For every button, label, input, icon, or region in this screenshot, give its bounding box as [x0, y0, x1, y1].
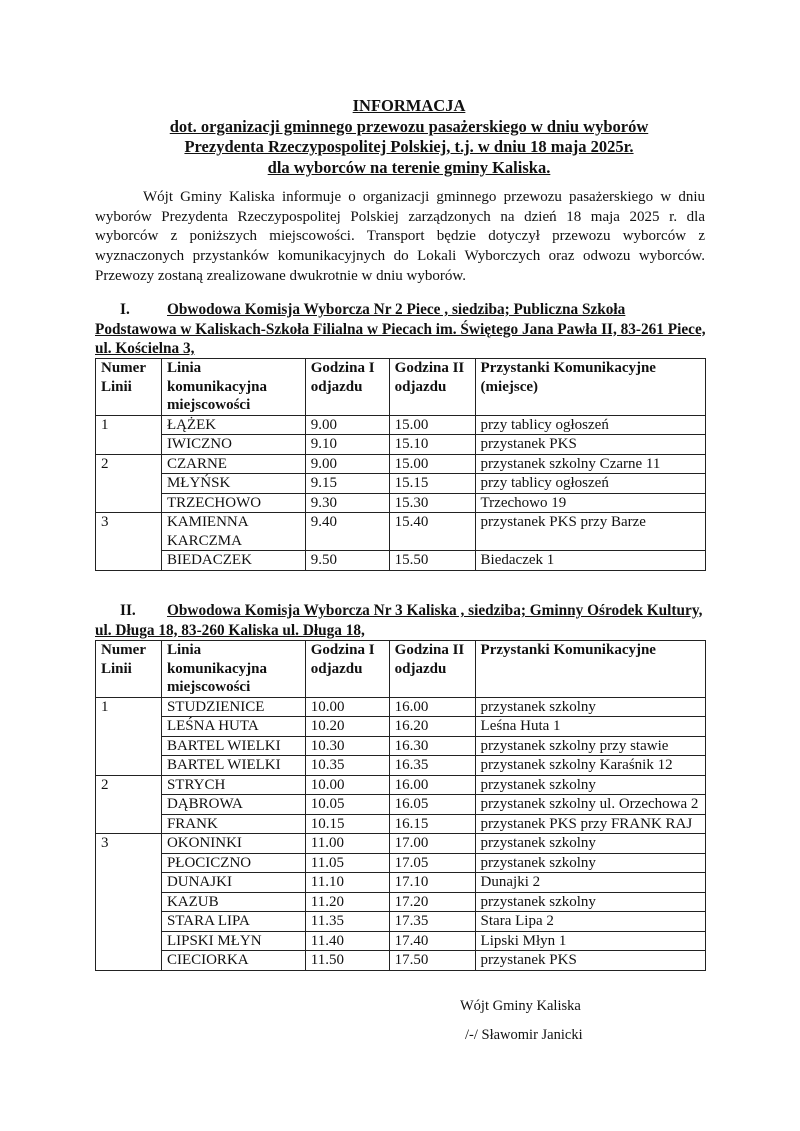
signature-role: Wójt Gminy Kaliska	[460, 998, 581, 1014]
departure-1-cell: 10.00	[305, 697, 389, 717]
departure-2-cell: 17.00	[389, 834, 475, 854]
departure-2-cell: 16.00	[389, 697, 475, 717]
table-header-row	[96, 359, 706, 416]
section-heading-2	[95, 601, 710, 640]
departure-1-cell: 11.10	[305, 873, 389, 893]
departure-1-cell: 10.05	[305, 795, 389, 815]
departure-2-cell: 17.35	[389, 912, 475, 932]
stop-cell: przystanek PKS	[475, 951, 705, 971]
document-header	[0, 96, 800, 178]
table-row	[96, 756, 706, 776]
line-number-cell: 2	[96, 454, 162, 513]
departure-1-cell: 11.05	[305, 853, 389, 873]
departure-2-cell: 15.10	[389, 435, 475, 455]
departure-2-cell: 16.30	[389, 736, 475, 756]
section-heading-text: Obwodowa Komisja Wyborcza Nr 2 Piece , siedziba; Publiczna Szkoła Podstawowa w Kaliskach-Szkoła Filialna w Piecach im. Świętego Jana Pawła II, 83-261 Piece, ul. Kościelna 3,	[95, 301, 706, 357]
departure-1-cell: 10.35	[305, 756, 389, 776]
place-cell: BARTEL WIELKI	[161, 756, 305, 776]
departure-2-cell: 16.20	[389, 717, 475, 737]
stop-cell: Leśna Huta 1	[475, 717, 705, 737]
table-row	[96, 931, 706, 951]
departure-1-cell: 10.00	[305, 775, 389, 795]
column-header-line-number: Numer Linii	[96, 359, 162, 416]
stop-cell: przystanek szkolny ul. Orzechowa 2	[475, 795, 705, 815]
departure-2-cell: 15.00	[389, 454, 475, 474]
section-heading-1	[95, 300, 710, 359]
stop-cell: przy tablicy ogłoszeń	[475, 415, 705, 435]
place-cell: MŁYŃSK	[161, 474, 305, 494]
stop-cell: przystanek szkolny Czarne 11	[475, 454, 705, 474]
table-row	[96, 435, 706, 455]
stop-cell: przystanek szkolny	[475, 697, 705, 717]
place-cell: CIECIORKA	[161, 951, 305, 971]
line-number-cell: 1	[96, 415, 162, 454]
stop-cell: przy tablicy ogłoszeń	[475, 474, 705, 494]
departure-1-cell: 11.20	[305, 892, 389, 912]
departure-1-cell: 11.40	[305, 931, 389, 951]
departure-2-cell: 16.35	[389, 756, 475, 776]
place-cell: OKONINKI	[161, 834, 305, 854]
departure-1-cell: 9.00	[305, 454, 389, 474]
departure-1-cell: 10.20	[305, 717, 389, 737]
place-cell: KAMIENNA KARCZMA	[161, 513, 305, 551]
departure-1-cell: 11.50	[305, 951, 389, 971]
place-cell: PŁOCICZNO	[161, 853, 305, 873]
column-header-stops: Przystanki Komunikacyjne	[475, 641, 705, 698]
table-row	[96, 814, 706, 834]
place-cell: CZARNE	[161, 454, 305, 474]
stop-cell: przystanek szkolny	[475, 853, 705, 873]
departure-2-cell: 17.05	[389, 853, 475, 873]
departure-2-cell: 17.50	[389, 951, 475, 971]
place-cell: FRANK	[161, 814, 305, 834]
place-cell: STUDZIENICE	[161, 697, 305, 717]
stop-cell: przystanek PKS	[475, 435, 705, 455]
departure-2-cell: 16.00	[389, 775, 475, 795]
place-cell: KAZUB	[161, 892, 305, 912]
document-subtitle-line: dot. organizacji gminnego przewozu pasażerskiego w dniu wyborów	[169, 116, 649, 136]
line-number-cell: 1	[96, 697, 162, 775]
table-row	[96, 892, 706, 912]
departure-2-cell: 17.20	[389, 892, 475, 912]
stop-cell: przystanek szkolny Karaśnik 12	[475, 756, 705, 776]
departure-2-cell: 15.15	[389, 474, 475, 494]
departure-1-cell: 9.50	[305, 551, 389, 571]
stop-cell: przystanek szkolny	[475, 775, 705, 795]
document-title: INFORMACJA	[352, 96, 466, 115]
departure-2-cell: 15.50	[389, 551, 475, 571]
place-cell: ŁĄŻEK	[161, 415, 305, 435]
schedule-table-1	[95, 358, 706, 571]
departure-2-cell: 17.40	[389, 931, 475, 951]
departure-2-cell: 15.40	[389, 513, 475, 551]
intro-paragraph	[95, 188, 705, 287]
place-cell: STRYCH	[161, 775, 305, 795]
place-cell: LEŚNA HUTA	[161, 717, 305, 737]
departure-1-cell: 10.30	[305, 736, 389, 756]
table-header-row	[96, 641, 706, 698]
departure-2-cell: 16.15	[389, 814, 475, 834]
departure-1-cell: 9.10	[305, 435, 389, 455]
table-row	[96, 551, 706, 571]
document-subtitle-line: dla wyborców na terenie gminy Kaliska.	[267, 157, 551, 177]
table-row	[96, 853, 706, 873]
section-heading-text: Obwodowa Komisja Wyborcza Nr 3 Kaliska , siedziba; Gminny Ośrodek Kultury, ul. Długa 18, 83-260 Kaliska ul. Długa 18,	[95, 602, 703, 639]
table-row	[96, 454, 706, 474]
stop-cell: przystanek szkolny	[475, 834, 705, 854]
place-cell: TRZECHOWO	[161, 493, 305, 513]
section-number: II.	[120, 602, 136, 619]
departure-2-cell: 16.05	[389, 795, 475, 815]
table-row	[96, 493, 706, 513]
table-row	[96, 717, 706, 737]
table-row	[96, 912, 706, 932]
signature-name: /-/ Sławomir Janicki	[465, 1027, 583, 1043]
column-header-departure-2: Godzina II odjazdu	[389, 359, 475, 416]
table-row	[96, 951, 706, 971]
schedule-table-2	[95, 640, 706, 971]
column-header-line-number: Numer Linii	[96, 641, 162, 698]
column-header-route: Linia komunikacyjna miejscowości	[161, 641, 305, 698]
departure-1-cell: 11.00	[305, 834, 389, 854]
document-subtitle-line: Prezydenta Rzeczypospolitej Polskiej, t.j. w dniu 18 maja 2025r.	[184, 137, 634, 156]
table-row	[96, 834, 706, 854]
line-number-cell: 2	[96, 775, 162, 834]
stop-cell: przystanek szkolny przy stawie	[475, 736, 705, 756]
stop-cell: Stara Lipa 2	[475, 912, 705, 932]
line-number-cell: 3	[96, 834, 162, 971]
departure-2-cell: 15.30	[389, 493, 475, 513]
column-header-route: Linia komunikacyjna miejscowości	[161, 359, 305, 416]
place-cell: IWICZNO	[161, 435, 305, 455]
place-cell: DUNAJKI	[161, 873, 305, 893]
table-row	[96, 474, 706, 494]
stop-cell: Lipski Młyn 1	[475, 931, 705, 951]
stop-cell: przystanek PKS przy FRANK RAJ	[475, 814, 705, 834]
column-header-departure-1: Godzina I odjazdu	[305, 641, 389, 698]
departure-1-cell: 9.40	[305, 513, 389, 551]
departure-1-cell: 9.30	[305, 493, 389, 513]
signature-block	[460, 992, 583, 1050]
table-row	[96, 873, 706, 893]
table-row	[96, 795, 706, 815]
section-number: I.	[120, 301, 130, 318]
place-cell: LIPSKI MŁYN	[161, 931, 305, 951]
departure-2-cell: 17.10	[389, 873, 475, 893]
stop-cell: przystanek PKS przy Barze	[475, 513, 705, 551]
stop-cell: Biedaczek 1	[475, 551, 705, 571]
table-row	[96, 513, 706, 551]
stop-cell: Dunajki 2	[475, 873, 705, 893]
column-header-departure-1: Godzina I odjazdu	[305, 359, 389, 416]
departure-1-cell: 9.15	[305, 474, 389, 494]
stop-cell: przystanek szkolny	[475, 892, 705, 912]
stop-cell: Trzechowo 19	[475, 493, 705, 513]
departure-1-cell: 11.35	[305, 912, 389, 932]
place-cell: BARTEL WIELKI	[161, 736, 305, 756]
table-row	[96, 697, 706, 717]
departure-1-cell: 9.00	[305, 415, 389, 435]
table-row	[96, 736, 706, 756]
place-cell: STARA LIPA	[161, 912, 305, 932]
departure-2-cell: 15.00	[389, 415, 475, 435]
place-cell: BIEDACZEK	[161, 551, 305, 571]
table-row	[96, 415, 706, 435]
departure-1-cell: 10.15	[305, 814, 389, 834]
line-number-cell: 3	[96, 513, 162, 571]
intro-text: Wójt Gminy Kaliska informuje o organizacji gminnego przewozu pasażerskiego w dniu wyborów Prezydenta Rzeczypospolitej Polskiej zarządzonych na dzień 18 maja 2025 r. dla wyborców z poniższych miejscowości. Transport będzie dotyczył przewozu wyborców z wyznaczonych przystanków komunikacyjnych do Lokali Wyborczych oraz odwozu wyborców. Przewozy zostaną zrealizowane dwukrotnie w dniu wyborów.	[95, 189, 705, 284]
column-header-departure-2: Godzina II odjazdu	[389, 641, 475, 698]
place-cell: DĄBROWA	[161, 795, 305, 815]
column-header-stops: Przystanki Komunikacyjne (miejsce)	[475, 359, 705, 416]
table-row	[96, 775, 706, 795]
